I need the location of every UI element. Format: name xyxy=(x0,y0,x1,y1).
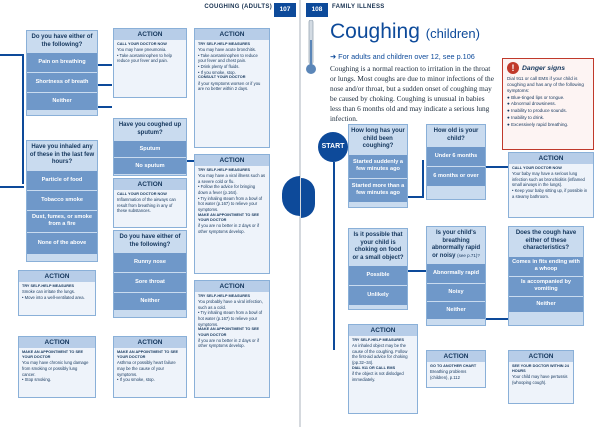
option-neither[interactable]: Neither xyxy=(114,292,186,310)
option-whoop[interactable]: Comes in fits ending with a whoop xyxy=(509,256,583,276)
option-shortness[interactable]: Shortness of breath xyxy=(27,72,97,92)
danger-item-text: Abnormal drowsiness. xyxy=(510,101,557,107)
thermometer-icon xyxy=(300,20,322,78)
option-none[interactable]: None of the above xyxy=(27,232,97,254)
action-title: ACTION xyxy=(509,153,593,164)
action-title: ACTION xyxy=(195,155,269,166)
action-box-asthma xyxy=(113,336,187,398)
question-text: Do you have either of the following? xyxy=(31,34,93,48)
danger-item-text: Inability to produce sounds. xyxy=(511,108,567,114)
danger-body: Dial 911 or call EMS if your child is coughing and has any of the following symptoms: xyxy=(507,76,584,94)
action-box-bronchiolitis xyxy=(508,152,594,218)
start-badge: START xyxy=(318,132,348,162)
question-box-choking xyxy=(348,228,408,310)
action-sub: TRY SELF-HELP MEASURES xyxy=(198,294,251,298)
title-suffix: (children) xyxy=(425,26,480,41)
action-body: Inflammation of the airways can result from breathing in any of these substances. xyxy=(117,197,176,214)
action-title: ACTION xyxy=(19,271,95,282)
action-body: if the object is not dislodged immediately. xyxy=(352,370,404,382)
connector xyxy=(98,84,112,86)
question-text: How old is your child? xyxy=(433,128,479,142)
action-box-choking xyxy=(348,324,418,414)
action-body: Asthma or possibly heart failure may be the cause of your symptoms. • If you smoke, stop. xyxy=(117,360,176,383)
action-box-viral-infection xyxy=(194,280,270,398)
question-box-breathing xyxy=(426,226,486,326)
intro-paragraph: Coughing is a normal reaction to irritation in the throat or lungs. Most coughs are due to minor infections of the nose and/or throat, but a sudden onset of coughing may be caused by choking. Coughing is unusual in babies less than 6 months old and may indicate a serious lung infection. xyxy=(330,64,494,124)
action-box-pertussis xyxy=(508,350,574,404)
action-title: ACTION xyxy=(195,281,269,292)
left-page-title: COUGHING (ADULTS) xyxy=(204,4,272,10)
question-text: How long has your child been coughing? xyxy=(351,128,405,149)
option-sore-throat[interactable]: Sore throat xyxy=(114,272,186,292)
option-sputum[interactable]: Sputum xyxy=(114,140,186,157)
question-text: Have you inhaled any of these in the last few hours? xyxy=(29,144,95,165)
action-sub: CALL YOUR DOCTOR NOW xyxy=(117,192,167,196)
question-text: Is your child's breathing abnormally rapid or noisy xyxy=(431,230,481,259)
danger-item: ● Abnormal drowsiness. xyxy=(507,101,557,107)
note-line xyxy=(330,52,475,61)
connector xyxy=(422,160,424,198)
action-box-lung-damage xyxy=(18,336,96,398)
action-body: if your symptoms worsen or if you are no better within 2 days. xyxy=(198,80,261,92)
question-ref: (see p.71)? xyxy=(457,252,480,258)
question-text: Have you coughed up sputum? xyxy=(118,122,182,136)
connector xyxy=(486,166,508,168)
action-body: You may have a viral illness such as a severe cold or flu. • Follow the advice for bringing down a fever (p.164). • Try inhaling steam from a bowl of hot water (p.167) to relieve your symptoms. xyxy=(198,173,266,213)
action-sub: CONSULT YOUR DOCTOR xyxy=(198,75,246,80)
action-sub: TRY SELF-HELP MEASURES xyxy=(198,42,251,46)
connector xyxy=(22,54,24,184)
connector xyxy=(486,318,508,320)
option-dust[interactable]: Dust, fumes, or smoke from a fire xyxy=(27,210,97,232)
action-body: An inhaled object may be the cause of the coughing. Follow the first-aid advice for choking (pp.32–34). xyxy=(352,343,408,366)
danger-item: ● Excessively rapid breathing. xyxy=(507,122,569,128)
danger-item: ● Inability to produce sounds. xyxy=(507,108,567,114)
action-title: ACTION xyxy=(114,337,186,348)
connector xyxy=(0,186,24,188)
option-unlikely[interactable]: Unlikely xyxy=(349,285,407,305)
option-possible[interactable]: Possible xyxy=(349,265,407,285)
option-food[interactable]: Particle of food xyxy=(27,170,97,190)
action-body: if you are no better in 2 days or if other symptoms develop. xyxy=(198,223,259,234)
action-body: You may have chronic lung damage from smoking or possibly lung cancer. • Stop smoking. xyxy=(22,360,89,383)
action-sub: MAKE AN APPOINTMENT TO SEE YOUR DOCTOR xyxy=(117,350,179,360)
option-tobacco[interactable]: Tobacco smoke xyxy=(27,190,97,210)
danger-item: ● Inability to drink. xyxy=(507,115,545,121)
question-box-characteristics xyxy=(508,226,584,326)
question-text: Is it possible that your child is choking on food or a small object? xyxy=(352,232,404,261)
action-body: Breathing problems (children), p.112 xyxy=(430,369,467,380)
danger-item-text: Inability to drink. xyxy=(511,115,545,121)
action-body: if you are no better in 2 days or if other symptoms develop. xyxy=(198,337,259,349)
action-box-pneumonia xyxy=(113,28,187,98)
option-no-sputum[interactable]: No sputum xyxy=(114,157,186,174)
action-title: ACTION xyxy=(349,325,417,336)
action-box-airways xyxy=(113,178,187,228)
action-body: You may have pneumonia. • Take acetaminophen to help reduce your fever and pain. xyxy=(117,47,172,64)
action-sub: TRY SELF-HELP MEASURES xyxy=(352,338,405,342)
option-rapid[interactable]: Abnormally rapid xyxy=(427,263,485,283)
action-sub: MAKE AN APPOINTMENT TO SEE YOUR DOCTOR xyxy=(22,350,84,360)
action-sub: MAKE AN APPOINTMENT TO SEE YOUR DOCTOR xyxy=(198,327,260,337)
question-box-inhaled xyxy=(26,140,98,262)
danger-signs-box xyxy=(502,58,594,150)
action-sub: DIAL 911 OR CALL EMS xyxy=(352,365,396,370)
note-text: For adults and children over 12, see p.106 xyxy=(338,52,475,61)
action-title: ACTION xyxy=(19,337,95,348)
question-box-duration xyxy=(348,124,408,208)
left-page-number: 107 xyxy=(274,3,296,17)
action-title: ACTION xyxy=(427,351,485,362)
action-box-breathing-problems xyxy=(426,350,486,388)
chapter-tab xyxy=(301,178,315,218)
alert-icon: ! xyxy=(507,62,519,74)
right-page-title: FAMILY ILLNESS xyxy=(332,4,385,10)
option-longer[interactable]: Started more than a few minutes ago xyxy=(349,178,407,202)
action-title: ACTION xyxy=(114,29,186,40)
action-sub: CALL YOUR DOCTOR NOW xyxy=(512,166,562,170)
option-sudden[interactable]: Started suddenly a few minutes ago xyxy=(349,154,407,178)
action-sub: MAKE AN APPOINTMENT TO SEE YOUR DOCTOR xyxy=(198,212,260,222)
option-neither[interactable]: Neither xyxy=(427,301,485,319)
question-text: Does the cough have either of these characteristics? xyxy=(515,230,577,251)
action-sub: GO TO ANOTHER CHART xyxy=(430,364,477,368)
action-box-bronchitis xyxy=(194,28,270,148)
danger-title: Danger signs xyxy=(522,64,566,72)
action-sub: SEE YOUR DOCTOR WITHIN 24 HOURS xyxy=(512,364,569,374)
action-body: You may have acute bronchitis. • Take acetaminophen to reduce your fever and chest pain. • Drink plenty of fluids. • If you smoke, stop. xyxy=(198,47,258,75)
option-runny-nose[interactable]: Runny nose xyxy=(114,252,186,272)
danger-item-text: Blue-tinged lips or tongue. xyxy=(511,94,565,100)
connector xyxy=(333,162,335,350)
option-neither[interactable]: Neither xyxy=(509,296,583,312)
action-sub: CALL YOUR DOCTOR NOW xyxy=(117,42,167,46)
connector xyxy=(98,106,112,108)
question-box-cold xyxy=(113,230,187,318)
question-box-age xyxy=(426,124,486,200)
question-box-sputum xyxy=(113,118,187,176)
action-title: ACTION xyxy=(114,179,186,190)
connector xyxy=(98,64,112,66)
question-text: Do you have either of the following? xyxy=(119,234,181,248)
option-over-6[interactable]: 6 months or over xyxy=(427,166,485,186)
option-under-6[interactable]: Under 6 months xyxy=(427,146,485,166)
danger-item-text: Excessively rapid breathing. xyxy=(511,122,569,128)
action-sub: TRY SELF-HELP MEASURES xyxy=(198,168,251,172)
action-box-viral-illness xyxy=(194,154,270,274)
option-pain[interactable]: Pain on breathing xyxy=(27,52,97,72)
question-box-breathing xyxy=(26,30,98,116)
action-title: ACTION xyxy=(509,351,573,362)
action-body: Smoke can irritate the lungs. • Move into a well-ventilated area. xyxy=(22,289,85,300)
option-noisy[interactable]: Noisy xyxy=(427,283,485,301)
connector xyxy=(0,54,24,56)
chapter-tab xyxy=(282,176,300,216)
page-title xyxy=(330,20,480,44)
option-neither[interactable]: Neither xyxy=(27,92,97,110)
arrow-right-icon: ➜ xyxy=(330,52,337,61)
action-sub: TRY SELF-HELP MEASURES xyxy=(22,284,75,288)
danger-item: ● Blue-tinged lips or tongue. xyxy=(507,94,565,100)
option-vomiting[interactable]: Is accompanied by vomiting xyxy=(509,276,583,296)
title-main: Coughing xyxy=(330,20,420,43)
action-body: You probably have a viral infection, such as a cold. • Try inhaling steam from a bowl of hot water (p.167) to relieve your symptoms. xyxy=(198,299,263,327)
action-title: ACTION xyxy=(195,29,269,40)
connector xyxy=(408,270,426,272)
action-box-smoke xyxy=(18,270,96,316)
action-body: Your baby may have a serious lung infection such as bronchiolitis (inflamed small airways in the lungs). • Keep your baby sitting up, if possible in a steamy bathroom. xyxy=(512,171,588,199)
action-body: Your child may have pertussis (whooping cough). xyxy=(512,374,568,385)
right-page-number: 108 xyxy=(306,3,328,17)
